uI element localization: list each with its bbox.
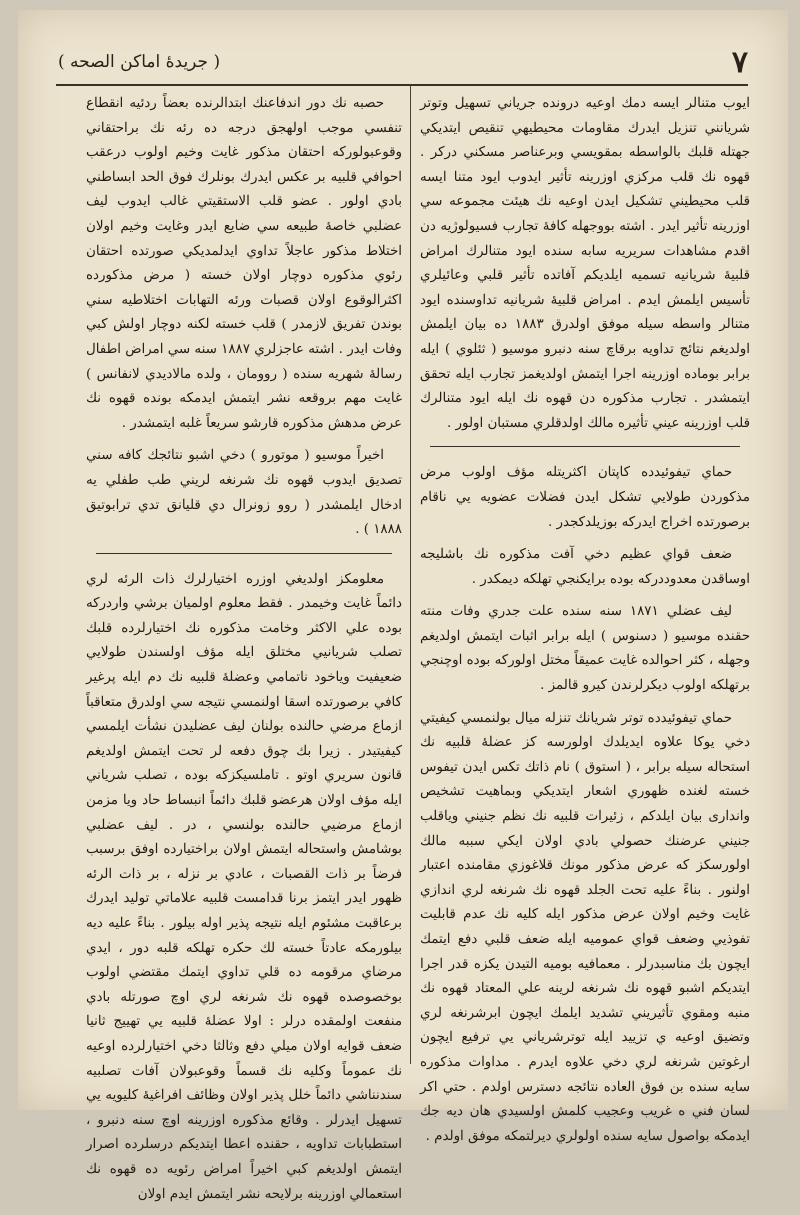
paragraph: حماي تيفوئيدده توتر شريانك تنزله ميال بولنمسي كيفيتي دخي يوكا علاوه ايديلدك اولورسه كز عضلهٔ قلبيه نك استحاله سيله برابر ، ( استوق ) نام ذاتك تكس ايدن تيفوس خسته لغنده ظهوري اشعار ايتديكي وبماهيت تشخيص واندارى بيان ايلدكم ، زئيرات قلبيه نك نظم جنيني وياقلب جنيني عرضنك حصولي بادي اولان ايكي سببه مالك اولورسكز كه عرض مذكور مونك قلاغوزي مقامنده اعتبار اولنور . بناءً عليه تحت الجلد قهوه نك شرنغه لري اندازي غايت وخيم اولان عرض مذكور ايله كليه نك عدم قابليت تفوذيي وضعف قواي عموميه ايله ضعف قلبي دفع ايتمك ايچون بك مناسبدرلر . معمافيه بوميه التيدن يكزه قدر اجرا ايتديكم اشبو قهوه نك شرنغه لرينه علي المعتاد قهوه نك منبه ومقوي تأثيريني تشديد ايلمك ايچون ابرشرنغه لري وتضيق اوعيه ي تزييد ايله توترشرياني يي ترفيع ايچون ارغوتين شرنغه لري دخي علاوه ايدرم . مداوات مذكوره سايه سنده بن فوق العاده نتائجه دسترس اولدم . حتي اكر لسان فني ه غريب وعجيب كلمش اولسيدي هان ديه جك ايدمكه بواصول سايه سنده اولولري ديرلتمكه موفق اولدم . <box>420 710 750 1144</box>
paragraph: حماي تيفوئيدده كاپتان اكثريتله مؤف اولوب مرض مذكوردن طولايي تشكل ايدن فضلات عضويه يي ناقام برصورتده اخراج ايدركه بوزيلدكجدر . <box>420 465 750 530</box>
newspaper-page <box>18 10 788 1202</box>
paragraph: ايوب متنالر ايسه دمك اوعيه درونده جرياني تسهيل وتوتر شريانني تنزيل ايدرك مقاومات محيطيهي تنقيص ايتديكي جهتله قلبك بالواسطه بمقويسي وبرعناصر مسكني دركر . قهوه نك قلب مركزي اوزرينه تأثير ايدوب ايود متنا ايسه قلب محيطيني تشكيل ايدن اوعيه نك هيئت مجموعه سي اوزرينه تأثير ايدر . اشته بووجهله كافهٔ تجارب فسيولوژيه دن اقدم مشاهدات سريريه سابه سنده ايود متنالرك امراض قلبيهٔ شريانيه تسميه ايلديكم آفاتده تأثير قلبي وعائيلري تأسيس ايلمش ايدم . امراض قلبيهٔ شريانيه تداوسنده ايود متنالر واسطه سيله موفق اولدرق ١٨٨٣ ده بيان ايلمش اولديغم نتائج تداويه برقاچ سنه دنبرو موسيو ( ثئلوي ) ايله برابر بوماده اوزرينه اجرا ايتمش اولديغمز تجارب ايله تحقق ايتمشدر . تجارب مذكوره دن قهوه نك ايله ايود متنالرك قلب اوزرينه عيني تأثيره مالك اولدقلري مستبان اولور . <box>420 96 750 431</box>
header-rule <box>56 84 748 86</box>
paragraph: معلومكز اولديغي اوزره اختيارلرك ذات الرئه لري دائماً غايت وخيمدر . فقط معلوم اولميان برشي واردركه بوده علي الاكثر وخامت مذكوره نك اختيارلرده قلبك تصلب شريانيي مختلق ايله مؤف اولسندن طولايي ضعيفيت وياخود ناتمامي وعضلهٔ قلبيه نك دم ايله پرغير كافي برصورتده اسقا اولنمسي نتيجه سي اولدرق متعاقباً ازماع مرضي حالنده بولنان ليف عضليدن نشأت ايلمسي كيفيتيدر . زيرا بك چوق دفعه لر تحت ايتمش اولديغم قانون سريري اوتو . تاملسيكزكه بوده ، تصلب شرياني ايله مؤف اولان هرعضو قلبك دائماً انبساط حاد ويا مزمن ازماع مرضيي حالنده بولنسي ، در . ليف عضلبي بوشامش واستحاله ايتمش اولان براختيارده اوفق برسبب فرضاً بر ذات القصبات ، عادي بر نزله ، بر ذات الرئه ظهور ايدر ايتمز برنا قدامست قلبيه علاماتي توليد ايدرك برعاقبت مشئوم ايله نتيجه پذير اوله بيلور . بناءً عليه ديه بيلورمكه عادتاً خسته لك حكره تهلكه قلبه دور ، ايدي مرضاي مرقومه ده قلي تداوي ايتمك مقتضي اولوب بوخصوصده قهوه نك شرنغه لري اوچ صورتله بادي منفعت اولمقده درلر : اولا عضلهٔ قلبيه يي تهييج ثانيا ضعف قوايه اولان ميلي دفع وثالثا دخي اختيارلرده اوعيه نك عموماً وكليه نك قسماً وقوعبولان آفات تصلبيه سندنناشي دائماً خلل پذير اولان وظائف افراغيهٔ كليويه يي تسهيل ايدرلر . وقائع مذكوره اوزرينه اوچ سنه دنبرو ، استطبابات تداويه ، حقنده اعطا ايتديكم درسلرده اصرار ايتمش اولديغم كبي اخيراً امراض رئويه ده قهوه نك استعمالي اوزرينه برلايحه نشر ايتمش ايدم اولان <box>86 571 402 1202</box>
page-header <box>18 44 788 80</box>
paragraph: ليف عضلي ١٨٧١ سنه سنده علت جدري وفات منته حقنده موسيو ( دسنوس ) ايله برابر اثبات ايتمش اولديغم وجهله ، كثر احوالده غايت عميقاً مختل اولوركه بوده اوچنجي برتهلكه اولوب ديكرلرندن كيرو قالمز . <box>420 604 750 694</box>
left-column <box>86 92 402 1215</box>
paragraph: ضعف قواي عظيم دخي آفت مذكوره نك باشليجه اوساقدن معدوددركه بوده برايكنجي تهلكه ديمكدر . <box>420 547 750 587</box>
paragraph: حصبه نك دور اندفاعنك ابتدالرنده بعضاً ردئيه انقطاع تنفسي موجب اولهجق درجه ده رئه نك براحتقاني وقوعبولوركه احتقان مذكور غايت وخيم اولوب درعقب احوافي قلبيه بر عكس ايدرك بونلرك فوق الحد ابساطني بادي اولور . عضو قلب الاستقيتي غالب ايدوب ليف عضلبي خاصهٔ طبيعه سي ضايع ايدر وغايت وخيم اولان اختلاط مذكور عاجلاً تداوي ايدلمديكي صورتده احتقان رئوي مذكوره دوچار اولان خسته ( مرض مذكورده اكثرالوقوع اولان قصبات ورئه التهابات اختلاطيه سني بوندن تفريق لازمدر ) قلب خسته لكنه دوچار اولش كبي وفات ايدر . اشته عاجزلري ١٨٨٧ سنه سي امراض اطفال رسالهٔ شهريه سنده ( روومان ، ولده مالاديدي لانفانس ) غايت مهم بروقعه نشر ايتمش ايدمكه بونده قهوه نك عرض مدهش مذكوره قارشو سريعاً غلبه ايتمشدر . <box>86 96 403 431</box>
section-rule <box>430 446 740 447</box>
page-number: ٧ <box>731 44 748 80</box>
column-separator <box>410 86 411 1064</box>
paragraph: اخيراً موسيو ( موتورو ) دخي اشبو نتائجك كافه سني تصديق ايدوب قهوه نك شرنغه لريني طب طفلي يه ادخال ايلمشدر ( روو زونرال دي قليانق تدي ترابوتيق ١٨٨٨ ) . <box>86 448 402 538</box>
running-title: ( جريدهٔ اماكن الصحه ) <box>58 52 221 72</box>
right-column <box>420 92 750 1157</box>
section-rule <box>96 553 392 554</box>
